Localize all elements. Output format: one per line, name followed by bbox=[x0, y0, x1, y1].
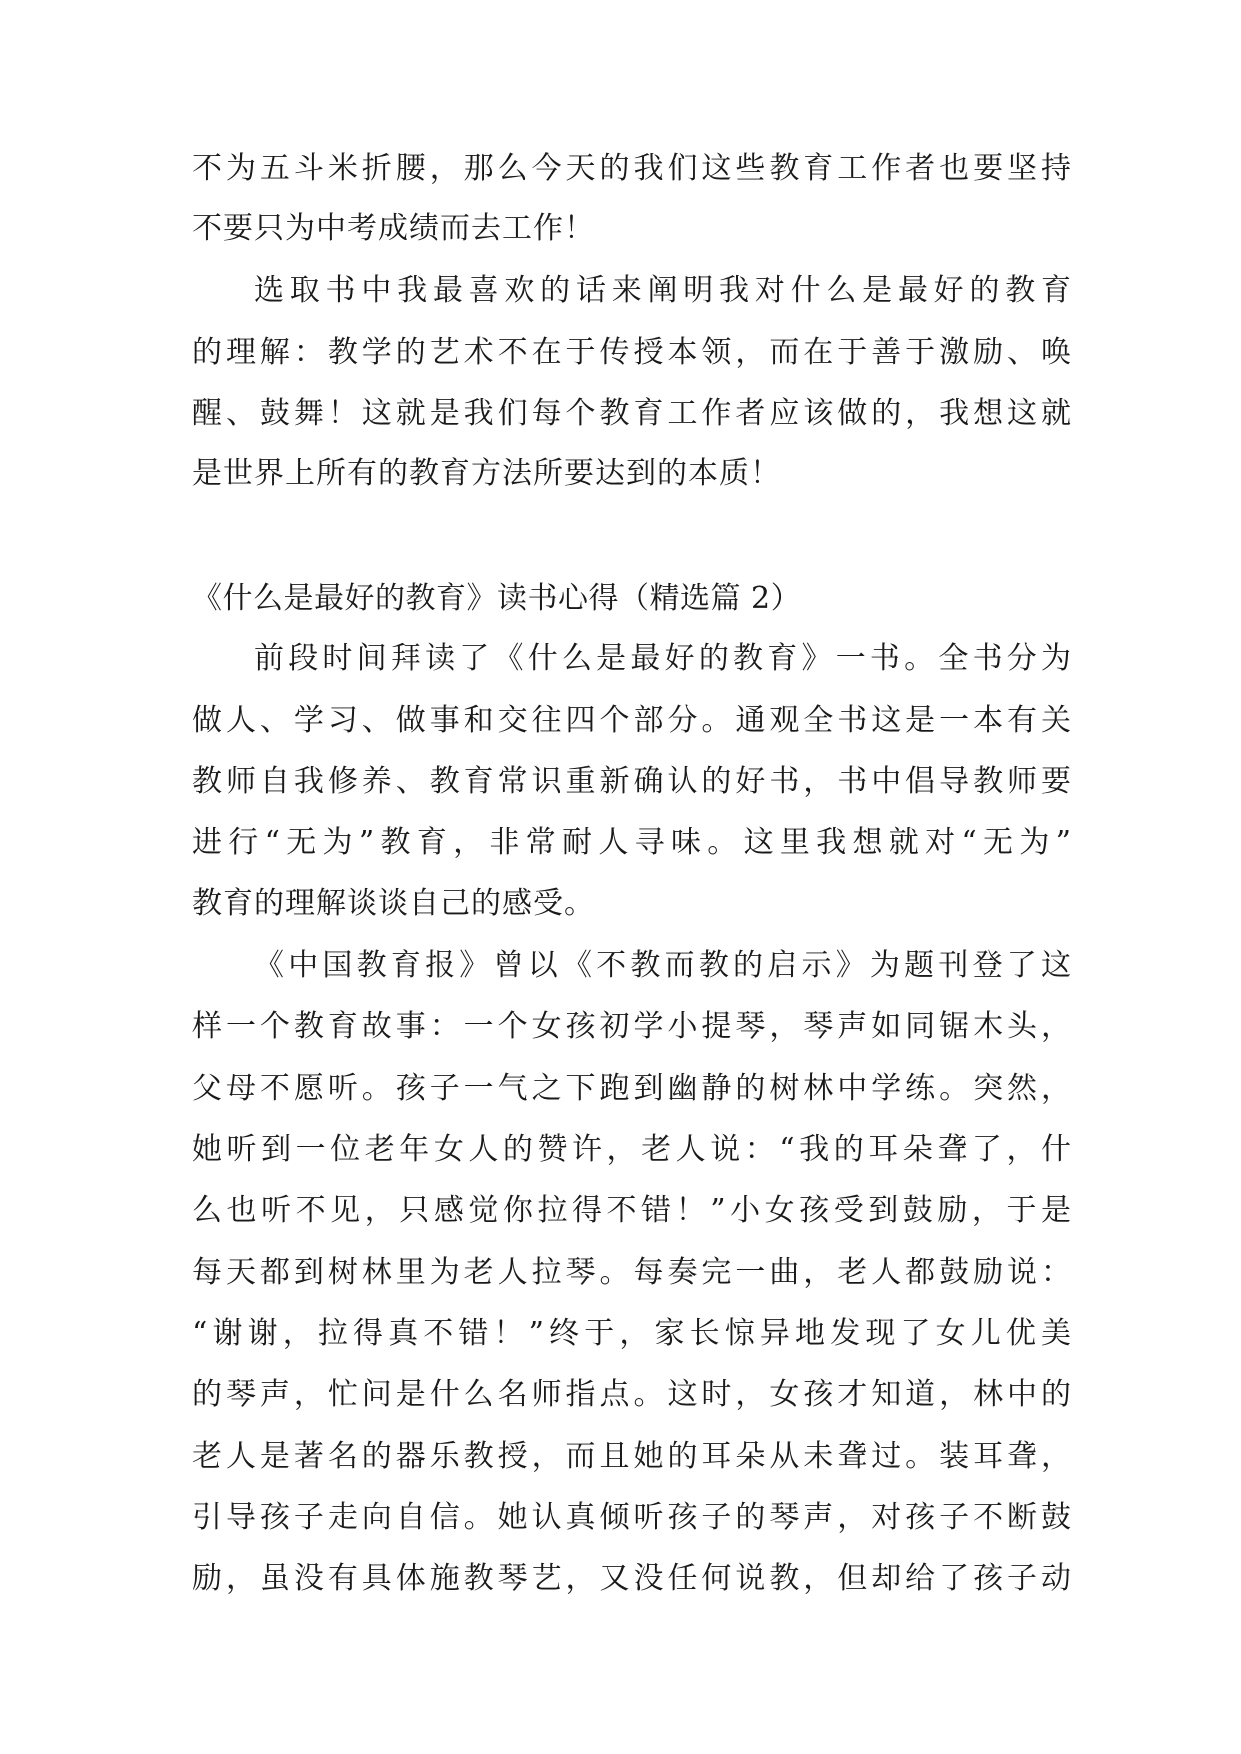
text-line: 励，虽没有具体施教琴艺，又没任何说教，但却给了孩子动 bbox=[192, 1561, 1072, 1596]
section-heading: 《什么是最好的教育》读书心得（精选篇 2） bbox=[192, 581, 802, 616]
text-line: 做人、学习、做事和交往四个部分。通观全书这是一本有关 bbox=[192, 703, 1072, 738]
text-line: 她听到一位老年女人的赞许，老人说：“我的耳朵聋了，什 bbox=[192, 1132, 1072, 1167]
text-line: 的理解：教学的艺术不在于传授本领，而在于善于激励、唤 bbox=[192, 335, 1072, 370]
text-line: 老人是著名的器乐教授，而且她的耳朵从未聋过。装耳聋， bbox=[192, 1439, 1072, 1474]
text-line: 父母不愿听。孩子一气之下跑到幽静的树林中学练。突然， bbox=[192, 1071, 1072, 1106]
text-line: 每天都到树林里为老人拉琴。每奏完一曲，老人都鼓励说： bbox=[192, 1255, 1072, 1290]
text-line: 进行“无为”教育，非常耐人寻味。这里我想就对“无为” bbox=[192, 825, 1072, 860]
text-line: 样一个教育故事：一个女孩初学小提琴，琴声如同锯木头， bbox=[192, 1009, 1072, 1044]
text-line: “谢谢，拉得真不错！”终于，家长惊异地发现了女儿优美 bbox=[192, 1316, 1072, 1351]
paragraph-first-line: 前段时间拜读了《什么是最好的教育》一书。全书分为 bbox=[254, 641, 1072, 676]
text-line: 不要只为中考成绩而去工作！ bbox=[192, 211, 595, 246]
text-line: 教师自我修养、教育常识重新确认的好书，书中倡导教师要 bbox=[192, 764, 1072, 799]
paragraph-first-line: 《中国教育报》曾以《不教而教的启示》为题刊登了这 bbox=[254, 948, 1072, 983]
text-line: 是世界上所有的教育方法所要达到的本质！ bbox=[192, 456, 781, 491]
text-line: 么也听不见，只感觉你拉得不错！”小女孩受到鼓励，于是 bbox=[192, 1193, 1072, 1228]
text-line: 不为五斗米折腰，那么今天的我们这些教育工作者也要坚持 bbox=[192, 151, 1072, 186]
paragraph-first-line: 选取书中我最喜欢的话来阐明我对什么是最好的教育 bbox=[254, 273, 1072, 308]
text-line: 醒、鼓舞！这就是我们每个教育工作者应该做的，我想这就 bbox=[192, 396, 1072, 431]
text-line: 教育的理解谈谈自己的感受。 bbox=[192, 886, 595, 921]
text-line: 的琴声，忙问是什么名师指点。这时，女孩才知道，林中的 bbox=[192, 1377, 1072, 1412]
text-line: 引导孩子走向自信。她认真倾听孩子的琴声，对孩子不断鼓 bbox=[192, 1500, 1072, 1535]
